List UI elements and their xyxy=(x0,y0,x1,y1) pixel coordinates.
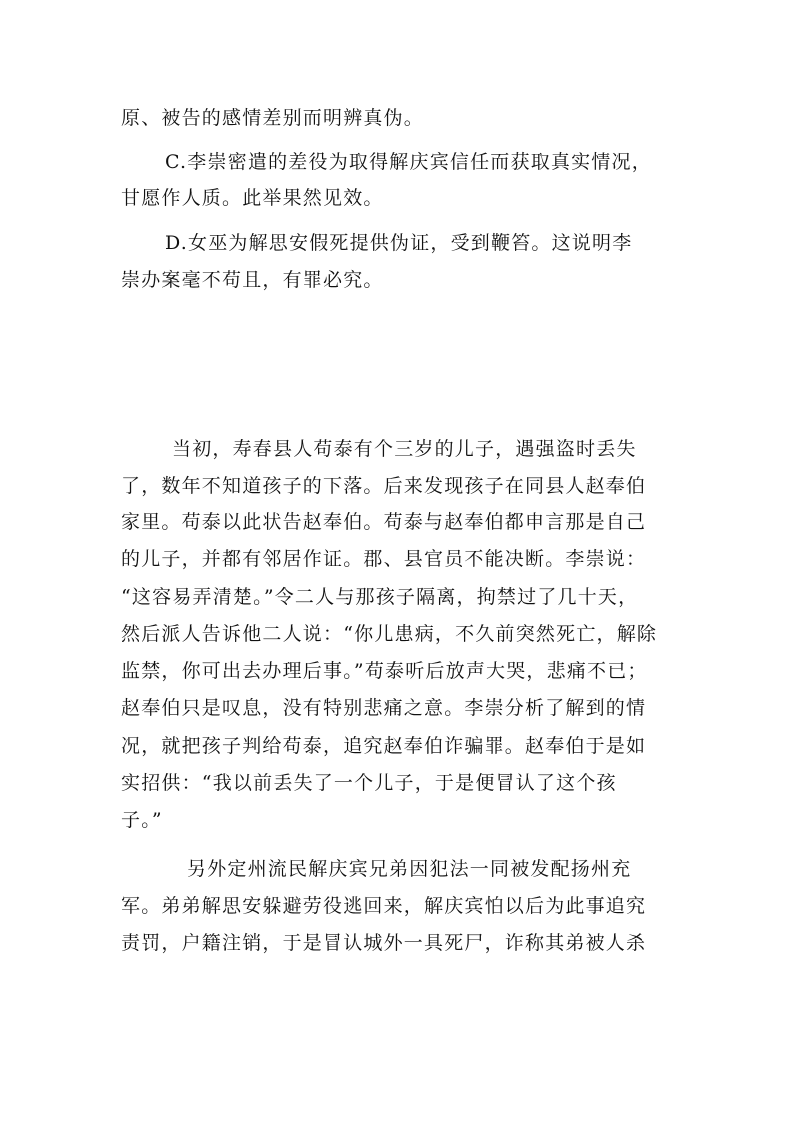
text-line: 实招供：“我以前丢失了一个儿子，于是便冒认了这个孩 xyxy=(121,772,617,794)
text-line: 子。” xyxy=(121,809,163,831)
text-line: 另外定州流民解庆宾兄弟因犯法一同被发配扬州充 xyxy=(187,858,632,880)
text-line: 崇办案毫不苟且，有罪必究。 xyxy=(121,269,384,291)
text-line: 赵奉伯只是叹息，没有特别悲痛之意。李崇分析了解到的情 xyxy=(121,697,647,719)
text-line: D.女巫为解思安假死提供伪证，受到鞭笞。这说明李 xyxy=(165,232,633,254)
text-line: 原、被告的感情差别而明辨真伪。 xyxy=(121,107,425,129)
text-line: 家里。苟泰以此状告赵奉伯。苟泰与赵奉伯都申言那是自己 xyxy=(121,511,647,533)
text-line: 责罚，户籍注销，于是冒认城外一具死尸，诈称其弟被人杀 xyxy=(121,932,647,954)
text-line: 当初，寿春县人苟泰有个三岁的儿子，遇强盗时丢失 xyxy=(172,438,637,460)
text-line: 监禁，你可出去办理后事。”苟泰听后放声大哭，悲痛不已； xyxy=(121,660,648,682)
text-line: 军。弟弟解思安躲避劳役逃回来，解庆宾怕以后为此事追究 xyxy=(121,895,647,917)
text-line: C.李崇密遣的差役为取得解庆宾信任而获取真实情况， xyxy=(165,151,652,173)
text-line: 况，就把孩子判给苟泰，追究赵奉伯诈骗罪。赵奉伯于是如 xyxy=(121,735,647,757)
text-line: 的儿子，并都有邻居作证。郡、县官员不能决断。李崇说： xyxy=(121,548,647,570)
text-line: 了，数年不知道孩子的下落。后来发现孩子在同县人赵奉伯 xyxy=(121,475,647,497)
text-line: “这容易弄清楚。”令二人与那孩子隔离，拘禁过了几十天， xyxy=(121,586,639,608)
text-line: 甘愿作人质。此举果然见效。 xyxy=(121,187,384,209)
text-line: 然后派人告诉他二人说：“你儿患病，不久前突然死亡，解除 xyxy=(121,623,658,645)
